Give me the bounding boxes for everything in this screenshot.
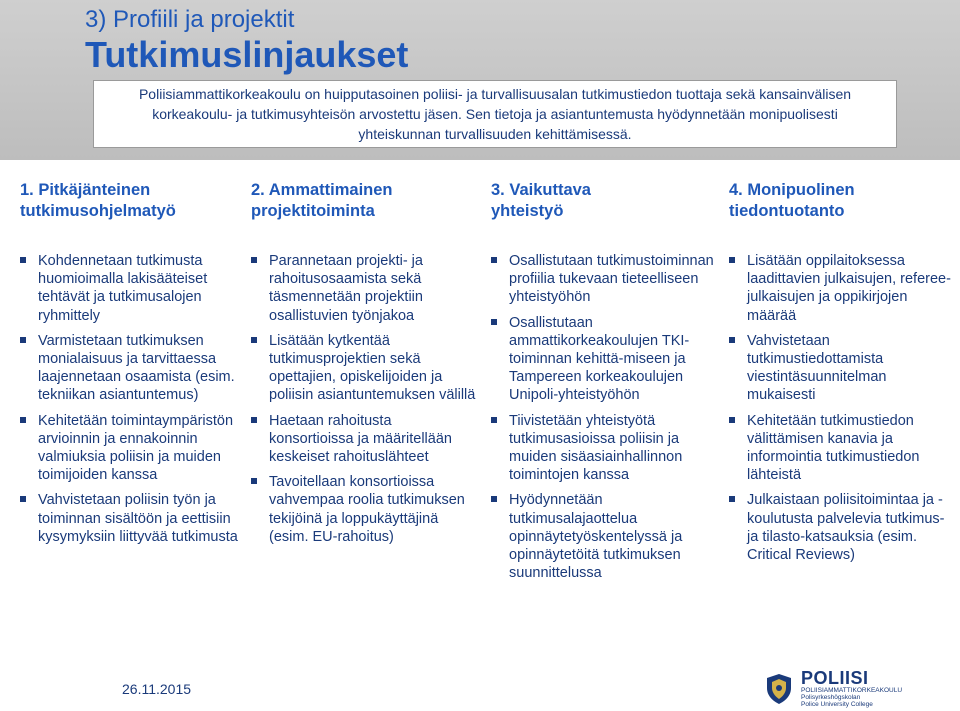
square-bullet-icon [491,496,497,502]
square-bullet-icon [251,478,257,484]
intro-line: korkeakoulu- ja tutkimusyhteisön arvostettu jäsen. Sen tietoja ja asiantuntemusta hyödynnetään monipuolisesti [152,106,838,122]
bullet-item [20,412,246,485]
bullet-text: Tavoitellaan konsortioissa vahvempaa roolia tutkimuksen tekijöinä ja loppukäyttäjinä (esim. EU-rahoitus) [269,474,465,545]
bullet-text: Parannetaan projekti- ja rahoitusosaamista sekä täsmennetään projektiin osallistuvien työnjakoa [269,253,423,324]
square-bullet-icon [20,337,26,343]
bullet-item [729,491,955,564]
bullet-list [251,252,477,553]
intro-line: yhteiskunnan turvallisuuden kehittämisessä. [358,126,632,142]
column-title-line: 1. Pitkäjänteinen [20,181,151,199]
bullet-list [20,252,246,553]
bullet-text: Varmistetaan tutkimuksen monialaisuus ja tarvittaessa laajennetaan osaamista (esim. tekniikan asiantuntemus) [38,332,235,404]
bullet-item [491,491,717,582]
bullet-item [20,332,246,405]
column-title-line: yhteistyö [491,202,564,220]
bullet-item [251,332,477,405]
police-emblem-icon [765,673,793,705]
intro-box [93,80,897,148]
column-project-activity [251,180,477,545]
square-bullet-icon [729,417,735,423]
column-knowledge-production [729,180,955,564]
square-bullet-icon [491,319,497,325]
square-bullet-icon [729,496,735,502]
square-bullet-icon [251,337,257,343]
logo-sub-text: Police University College [801,700,873,708]
bullet-text: Vahvistetaan poliisin työn ja toiminnan sisältöön ja eettisiin kysymyksiin liittyvää tutkimusta [38,492,238,545]
bullet-text: Hyödynnetään tutkimusalajaottelua opinnäytetyöskentelyssä ja opinnäytetöitä tutkimuksen suunnittelussa [509,492,683,582]
bullet-item [729,252,955,325]
square-bullet-icon [251,257,257,263]
bullet-item [729,332,955,405]
column-title-line: tutkimusohjelmatyö [20,202,176,220]
bullet-text: Kehitetään toimintaympäristön arvioinnin ja ennakoinnin valmiuksia poliisin ja muiden toimijoiden kanssa [38,412,234,484]
column-title-line: tiedontuotanto [729,202,845,220]
bullet-text: Julkaistaan poliisitoimintaa ja -koulutusta palvelevia tutkimus- ja tilasto-katsauksia (esim. Critical Reviews) [747,492,945,564]
bullet-text: Osallistutaan ammattikorkeakoulujen TKI-toiminnan kehittä-miseen ja Tampereen korkeakoulujen Unipoli-yhteistyöhön [509,314,690,404]
bullet-item [251,412,477,467]
square-bullet-icon [20,257,26,263]
column-title-line: 4. Monipuolinen [729,181,855,199]
logo-sub-text: Polisyrkeshögskolan [801,694,861,702]
intro-text [129,84,861,144]
square-bullet-icon [20,417,26,423]
bullet-item [729,412,955,485]
bullet-text: Tiivistetään yhteistyötä tutkimusasioissa poliisin ja muiden sisäasiainhallinnon toimintojen kanssa [509,412,683,484]
column-research-programme [20,180,246,545]
square-bullet-icon [729,257,735,263]
section-label: 3) Profiili ja projektit [85,6,295,33]
column-title-line: projektitoiminta [251,202,375,220]
square-bullet-icon [20,496,26,502]
bullet-text: Vahvistetaan tutkimustiedottamista viestintäsuunnitelman mukaisesti [747,332,887,404]
intro-line: Poliisiammattikorkeakoulu on huipputasoinen poliisi- ja turvallisuusalan tutkimustiedon tuottaja sekä kansainvälisen [138,86,852,102]
column-title [20,180,246,244]
square-bullet-icon [491,417,497,423]
square-bullet-icon [729,337,735,343]
column-cooperation [491,180,717,582]
bullet-list [491,252,717,589]
bullet-text: Lisätään oppilaitoksessa laadittavien julkaisujen, referee-julkaisujen ja oppikirjojen määrää [747,253,951,324]
slide-date: 26.11.2015 [122,681,192,697]
column-title-line: 2. Ammattimainen [251,181,393,199]
bullet-item [491,252,717,307]
bullet-item [251,473,477,546]
bullet-item [251,252,477,325]
bullet-item [20,252,246,325]
bullet-text: Kehitetään tutkimustiedon välittämisen kanavia ja informointia tutkimustiedon lähteistä [747,412,920,484]
bullet-item [491,314,717,405]
bullet-text: Osallistutaan tutkimustoiminnan profiilia tukevaan tieteelliseen yhteistyöhön [509,253,714,306]
column-title [729,180,955,244]
bullet-item [491,412,717,485]
square-bullet-icon [251,417,257,423]
poliisi-logo [765,668,955,708]
column-title-line: 3. Vaikuttava [491,181,591,199]
page-title: Tutkimuslinjaukset [85,34,409,75]
logo-sub-text: POLIISIAMMATTIKORKEAKOULU [801,687,903,695]
bullet-text: Haetaan rahoitusta konsortioissa ja määritellään keskeiset rahoituslähteet [269,412,452,466]
square-bullet-icon [491,257,497,263]
bullet-text: Lisätään kytkentää tutkimusprojektien sekä opettajien, opiskelijoiden ja poliisin asiantuntemuksen välillä [269,332,476,404]
column-title [491,180,717,244]
bullet-item [20,491,246,546]
bullet-text: Kohdennetaan tutkimusta huomioimalla lakisääteiset tehtävät ja tutkimusalojen ryhmittely [38,253,208,324]
column-title [251,180,477,244]
bullet-list [729,252,955,571]
logo-text [801,669,902,708]
logo-main-text: POLIISI [801,668,869,689]
